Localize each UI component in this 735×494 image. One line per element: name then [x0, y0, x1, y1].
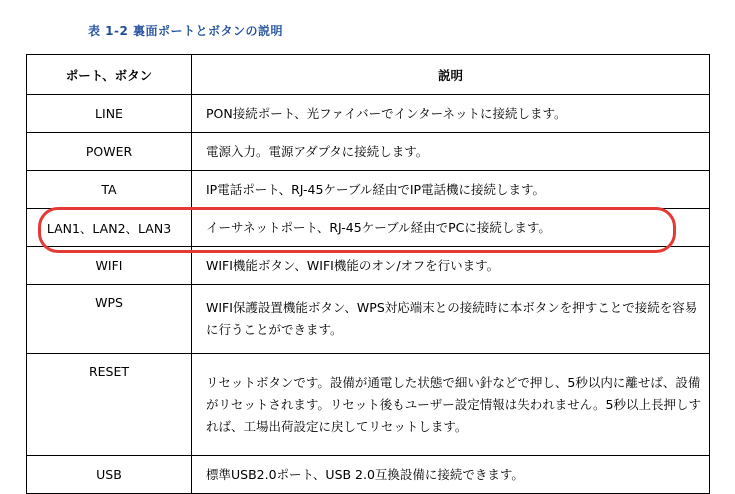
header-description: 説明: [192, 55, 710, 95]
port-name: LAN1、LAN2、LAN3: [27, 209, 192, 247]
table-row: [27, 285, 710, 354]
table-row: [27, 133, 710, 171]
port-name: RESET: [27, 354, 192, 456]
header-port-button: ポート、ボタン: [27, 55, 192, 95]
port-description: 標準USB2.0ポート、USB 2.0互換設備に接続できます。: [192, 456, 710, 494]
table-caption: 表 1-2 裏面ポートとボタンの説明: [88, 24, 284, 38]
port-name: WPS: [27, 285, 192, 354]
port-name: TA: [27, 171, 192, 209]
port-name: POWER: [27, 133, 192, 171]
table-header-row: [27, 55, 710, 95]
port-description: WIFI保護設置機能ボタン、WPS対応端末との接続時に本ボタンを押すことで接続を容易に行うことができます。: [192, 285, 710, 354]
table-row: [27, 247, 710, 285]
table-row: [27, 354, 710, 456]
port-description: PON接続ポート、光ファイバーでインターネットに接続します。: [192, 95, 710, 133]
table-row: [27, 209, 710, 247]
table-row: [27, 95, 710, 133]
port-description: 電源入力。電源アダプタに接続します。: [192, 133, 710, 171]
port-name: WIFI: [27, 247, 192, 285]
port-name: LINE: [27, 95, 192, 133]
port-description: WIFI機能ボタン、WIFI機能のオン/オフを行います。: [192, 247, 710, 285]
ports-buttons-table: [26, 54, 710, 494]
table-row: [27, 456, 710, 494]
port-description: IP電話ポート、RJ-45ケーブル経由でIP電話機に接続します。: [192, 171, 710, 209]
port-description: リセットボタンです。設備が通電した状態で細い針などで押し、5秒以内に離せば、設備がリセットされます。リセット後もユーザー設定情報は失われません。5秒以上長押しすれば、工場出荷設定に戻してリセットします。: [192, 354, 710, 456]
table-row: [27, 171, 710, 209]
port-name: USB: [27, 456, 192, 494]
port-description: イーサネットポート、RJ-45ケーブル経由でPCに接続します。: [192, 209, 710, 247]
